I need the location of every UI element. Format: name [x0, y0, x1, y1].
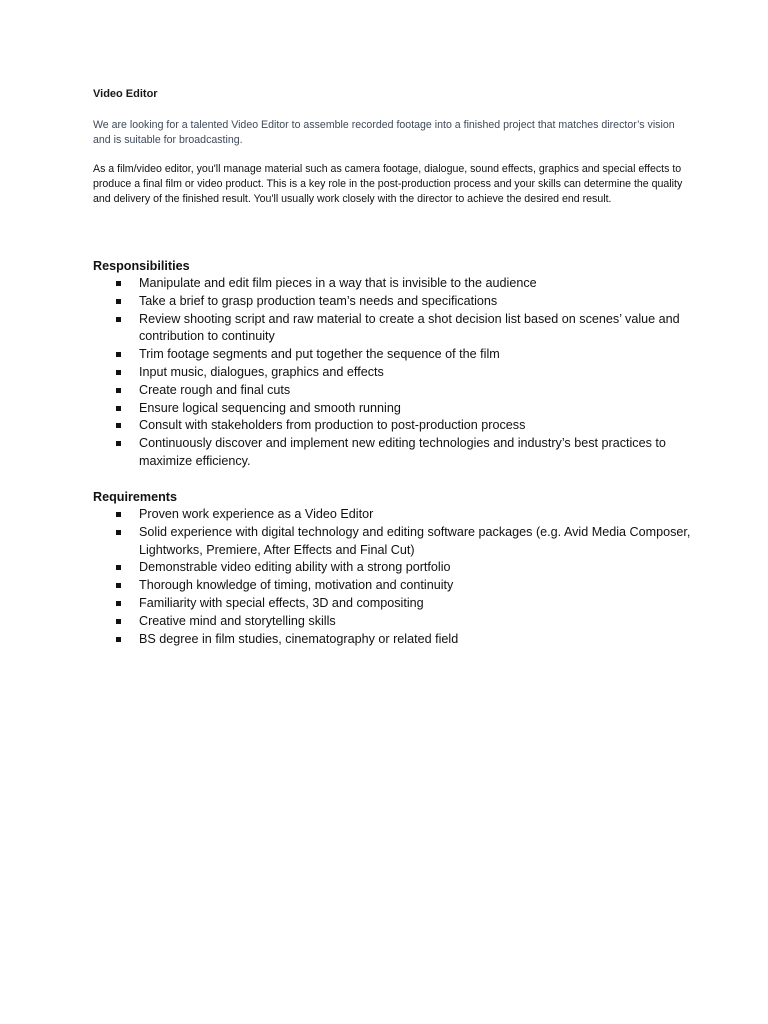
square-bullet-icon	[116, 565, 121, 570]
list-item	[93, 275, 693, 293]
description-paragraph: As a film/video editor, you'll manage material such as camera footage, dialogue, sound effects, graphics and special effects to produce a final film or video product. This is a key role in the post-production process and your skills can determine the quality and delivery of the finished result. You'll usually work closely with the director to achieve the desired end result.	[93, 163, 683, 205]
document-title: Video Editor	[93, 88, 158, 100]
square-bullet-icon	[116, 601, 121, 606]
list-item-text: Continuously discover and implement new editing technologies and industry’s best practices to maximize efficiency.	[139, 436, 666, 468]
list-item-text: BS degree in film studies, cinematography or related field	[139, 631, 459, 646]
list-item	[93, 382, 693, 400]
list-item	[93, 293, 693, 311]
list-item-text: Trim footage segments and put together the sequence of the film	[139, 347, 500, 362]
list-item-text: Solid experience with digital technology and editing software packages (e.g. Avid Media Composer, Lightworks, Premiere, After Effects and Final Cut)	[139, 524, 691, 557]
square-bullet-icon	[116, 530, 121, 535]
square-bullet-icon	[116, 281, 121, 286]
list-item-text: Review shooting script and raw material to create a shot decision list based on scenes’ value and contribution to continuity	[139, 311, 680, 344]
intro-paragraph: We are looking for a talented Video Editor to assemble recorded footage into a finished project that matches director’s vision and is suitable for broadcasting.	[93, 119, 675, 146]
square-bullet-icon	[116, 299, 121, 304]
square-bullet-icon	[116, 441, 121, 446]
square-bullet-icon	[116, 423, 121, 428]
list-item-text: Consult with stakeholders from production to post-production process	[139, 418, 526, 433]
square-bullet-icon	[116, 406, 121, 411]
list-item	[93, 435, 693, 471]
square-bullet-icon	[116, 352, 121, 357]
requirements-section	[93, 488, 693, 648]
list-item-text: Thorough knowledge of timing, motivation and continuity	[139, 578, 454, 593]
list-item-text: Take a brief to grasp production team’s needs and specifications	[139, 293, 498, 308]
square-bullet-icon	[116, 388, 121, 393]
list-item	[93, 631, 693, 649]
list-item-text: Proven work experience as a Video Editor	[139, 507, 374, 521]
list-item	[93, 506, 693, 524]
list-item-text: Ensure logical sequencing and smooth running	[139, 400, 401, 415]
square-bullet-icon	[116, 619, 121, 624]
list-item	[93, 559, 693, 577]
list-item	[93, 577, 693, 595]
list-item	[93, 613, 693, 631]
list-item	[93, 595, 693, 613]
requirements-heading: Requirements	[93, 490, 177, 504]
responsibilities-list	[93, 275, 693, 471]
responsibilities-heading: Responsibilities	[93, 259, 190, 273]
responsibilities-section	[93, 257, 693, 471]
list-item	[93, 311, 693, 347]
requirements-list	[93, 506, 693, 648]
square-bullet-icon	[116, 512, 121, 517]
list-item	[93, 364, 693, 382]
list-item-text: Create rough and final cuts	[139, 382, 291, 397]
square-bullet-icon	[116, 583, 121, 588]
list-item-text: Familiarity with special effects, 3D and compositing	[139, 595, 424, 610]
square-bullet-icon	[116, 637, 121, 642]
list-item-text: Manipulate and edit film pieces in a way that is invisible to the audience	[139, 276, 537, 290]
list-item	[93, 524, 693, 560]
list-item	[93, 400, 693, 418]
list-item	[93, 346, 693, 364]
list-item	[93, 417, 693, 435]
list-item-text: Demonstrable video editing ability with a strong portfolio	[139, 560, 451, 575]
list-item-text: Input music, dialogues, graphics and effects	[139, 364, 384, 379]
square-bullet-icon	[116, 317, 121, 322]
square-bullet-icon	[116, 370, 121, 375]
list-item-text: Creative mind and storytelling skills	[139, 613, 336, 628]
